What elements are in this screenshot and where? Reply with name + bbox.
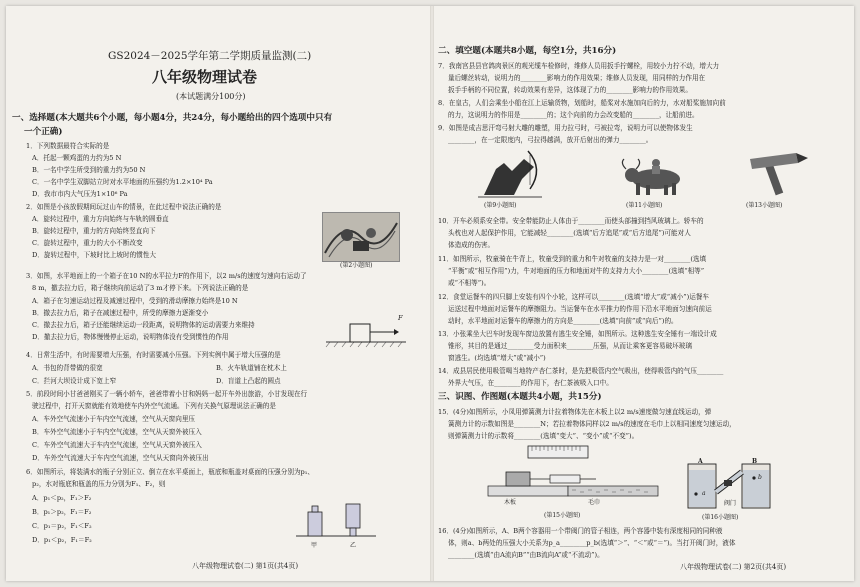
q16-line1: 16．(4分)如图所示，A、B两个容器用一个带阀门的管子相连，两个容器中装有深度相同的同种液 xyxy=(438,527,723,535)
q1-option-b: B．一名中学生所受到的重力约为50 N xyxy=(32,166,146,174)
q15-line3: 则弹簧测力计的示数将________(选填“变大”、“变小”或“不变”)。 xyxy=(448,432,639,440)
q2-stem: 2．如图是小孩放假期间玩过山车的情景，在此过程中说法正确的是 xyxy=(26,203,222,211)
q14-line2: 外界大气压，在________的作用下，杏仁茶被吸入口中。 xyxy=(448,379,613,387)
q8-line1: 8．在皇古，人们会乘坐小船在江上运输货物，划船时，船桨对水施加向后的力，水对船桨施加向前 xyxy=(438,99,726,107)
q16-label-A: A xyxy=(698,458,703,465)
q13-line3: 窗逃生。(均选填“增大”或“减小”) xyxy=(448,354,546,362)
q11-line2: “平衡”或“相互作用”)力，牛对地面的压力和地面对牛的支持力大小________(选填“相等” xyxy=(448,267,705,275)
q5-option-d: D．车外空气流速大于车内空气流速，空气从天窗向外被压出 xyxy=(32,454,209,462)
q2-option-a: A．旋转过程中，重力方向始终与车轨的圆垂直 xyxy=(32,215,169,223)
q3-box-figure xyxy=(326,306,406,348)
q5-option-b: B．车外空气流速小于车内空气流速，空气从天窗外被压入 xyxy=(32,428,202,436)
q13-line1: 13．小张乘坐大巴车时发现车窗边放置有逃生安全锤，如图所示。这种逃生安全锤有一端设计成 xyxy=(438,330,717,338)
left-footer: 八年级物理试卷(二) 第1页(共4页) xyxy=(192,562,299,570)
q6-option-a: A．p₁＜p₂，F₁＞F₂ xyxy=(32,494,92,502)
q2-option-b: B．旋转过程中，重力的方向始终竖直向下 xyxy=(32,227,156,235)
q1-option-d: D．我市市内大气压为1×10⁶ Pa xyxy=(32,190,128,198)
q1-stem: 1．下列数据最符合实际的是 xyxy=(26,142,110,150)
left-page xyxy=(6,6,430,581)
q3-option-a: A．箱子在匀速运动过程及减速过程中，受到的滑动摩擦力始终是10 N xyxy=(32,297,238,305)
q4-option-d: D．盲道上凸起的圆点 xyxy=(216,377,281,385)
q2-option-c: C．旋转过程中，重力的大小不断改变 xyxy=(32,239,143,247)
q3-stem: 3．如图，水平地面上的一个箱子在10 N的水平拉力F的作用下，以2 m/s的速度匀速向右运动了 xyxy=(26,272,307,280)
q5-option-c: C．车外空气流速大于车内空气流速，空气从天窗外被压入 xyxy=(32,441,202,449)
q9-archer-statue-figure xyxy=(474,149,546,199)
q14-line1: 14．成县居民使用吸管喝当地特产杏仁茶时，是先把吸管内空气吸出，使得吸管内的气压________ xyxy=(438,367,724,375)
q11-figure-caption: (第11小题图) xyxy=(626,202,663,209)
q5-stem-2: 驶过程中，打开天窗就能有效地使车内外空气流通。下列有关换气原理说法正确的是 xyxy=(32,402,276,410)
q4-option-c: C．拦河大坝设计成下宽上窄 xyxy=(32,377,117,385)
q16-label-B: B xyxy=(752,458,758,465)
q16-figure-caption: (第16小题图) xyxy=(702,514,739,521)
q6-option-c: C．p₁＝p₂，F₁＜F₂ xyxy=(32,522,92,530)
q13-line2: 锥形，其目的是通过________受力面积来________压强，从而让乘客更容易破坏玻璃 xyxy=(448,342,692,350)
q6-bottles-figure xyxy=(296,498,376,540)
q3-option-b: B．撤去拉力后，箱子在减速过程中，所受的摩擦力逐渐变小 xyxy=(32,309,209,317)
q11-line3: 或“不相等”)。 xyxy=(448,279,491,287)
q15-label-board: 木板 xyxy=(504,499,517,506)
q7-line2: 量后螺丝转动，说明力的________影响力的作用效果；维修人员发现，用同样的力作用在 xyxy=(448,74,706,82)
q8-line2: 的力，这说明力的作用是________的；这个向前的力会改变船的________，让船前进。 xyxy=(448,111,699,119)
section2-title: 二、填空题(本题共8小题，每空1分，共16分) xyxy=(438,46,617,56)
q6-stem: 6．如图所示，将装满水的瓶子分别正立、倒立在水平桌面上，瓶底和瓶盖对桌面的压强分别为p₁、 xyxy=(26,468,314,476)
q2-figure-caption: (第2小题图) xyxy=(340,262,373,269)
q16-label-a: a xyxy=(702,490,706,497)
q6-stem-2: p₂，水对瓶底和瓶盖的压力分别为F₁、F₂，则 xyxy=(32,480,166,488)
q5-option-a: A．车外空气流速小于车内空气流速，空气从天窗向里压 xyxy=(32,415,196,423)
q11-line1: 11．如图所示，牧童骑在牛背上，牧童受到的重力和牛对牧童的支持力是一对________(选填 xyxy=(438,255,707,263)
section1-title-2: 一个正确) xyxy=(24,127,63,137)
q10-line1: 10．开车必须系安全带。安全带能防止人体由于________而使头部撞到挡风玻璃上。轿车的 xyxy=(438,217,704,225)
q7-line3: 扳手手柄的不同位置，转动效果有差异，这体现了力的________影响力的作用效果。 xyxy=(448,86,692,94)
q1-option-a: A．托起一颗鸡蛋的力约为5 N xyxy=(32,154,122,162)
q9-line2: ________，在一定限度内，弓拉得越满，放开后射出的弹力________。 xyxy=(448,136,653,144)
q16-label-b: b xyxy=(758,474,762,481)
q2-option-d: D．旋转过程中，下坡时比上坡时的惯性大 xyxy=(32,251,156,259)
q11-buffalo-figure xyxy=(618,149,690,199)
q12-line1: 12．食堂运餐车的四只脚上安装有四个小轮，这样可以________(选填“增大”或“减小”)运餐车 xyxy=(438,293,709,301)
exam-sheet xyxy=(6,6,854,581)
q3-option-c: C．撤去拉力后，箱子还能继续运动一段距离，说明物体的运动需要力来维持 xyxy=(32,321,255,329)
q13-safety-hammer-figure xyxy=(740,149,812,199)
q10-line3: 体造成的伤害。 xyxy=(448,241,495,249)
q9-line1: 9．如图是成吉思汗弯弓射大雕的雕塑，用力拉弓时，弓被拉弯，说明力可以使物体发生 xyxy=(438,124,693,132)
q15-figure-caption: (第15小题图) xyxy=(544,512,581,519)
q16-line3: ________(选填“由A流向B”“由B流向A”或“不流动”)。 xyxy=(448,551,604,559)
q10-line2: 头枕也对人起保护作用，它能减轻________(选填“后方追尾”或“后方追尾”)可能对人 xyxy=(448,229,691,237)
section3-title: 三、识图、作图题(本题共4小题，共15分) xyxy=(438,392,602,402)
q3-stem-2: 8 m，撤去拉力后，箱子继续向前运动了3 m才停下来。下列说法正确的是 xyxy=(32,284,249,292)
q12-line2: 运送过程中地面对运餐车的摩擦阻力。当运餐车在水平推力的作用下沿水平地面匀速向前运 xyxy=(448,305,712,313)
q12-line3: 动时，水平地面对运餐车的摩擦力的方向是________(选填“向前”或“向后”)的。 xyxy=(448,317,678,325)
q4-option-a: A．书包的背带做的很宽 xyxy=(32,364,103,372)
q3-option-d: D．撤去拉力后，物体慢慢停止运动，说明物体没有受到惯性的作用 xyxy=(32,333,229,341)
q4-stem: 4．日常生活中，有时需要增大压强，有时需要减小压强。下列实例中属于增大压强的是 xyxy=(26,351,281,359)
right-page xyxy=(434,6,854,581)
q2-rollercoaster-figure xyxy=(322,212,400,262)
q4-option-b: B．火车轨道铺在枕木上 xyxy=(216,364,287,372)
q15-line2: 簧测力计的示数如图是________N；若拉着物体同样以2 m/s的速度在毛巾上以相同速度匀速运动， xyxy=(448,420,736,428)
rollercoaster-drawing xyxy=(323,213,399,261)
q5-stem: 5．前段时间小甘爸爸刚买了一辆小轿车，爸爸带着小甘和妈妈一起开车外出旅游，小甘发现在行 xyxy=(26,390,308,398)
q15-line1: 15．(4分)如图所示，小凤用弹簧测力计拉着物体先在木板上以2 m/s速度做匀速直线运动，弹 xyxy=(438,408,712,416)
q7-line1: 7．我南宫县县官鸽肉景区的观光缆车检修时，维修人员用扳手拧螺栓，用较小力拧不动，增大力 xyxy=(438,62,720,70)
exam-title: 八年级物理试卷 xyxy=(152,68,258,86)
q6-option-b: B．p₁＞p₂，F₁＝F₂ xyxy=(32,508,92,516)
q1-option-c: C．一名中学生双脚站立时对水平地面的压强约为1.2×10⁴ Pa xyxy=(32,178,213,186)
q6-option-d: D．p₁＜p₂，F₁＝F₂ xyxy=(32,536,92,544)
exam-header: GS2024－2025学年第二学期质量监测(二) xyxy=(108,50,312,62)
q6-label-jia: 甲 xyxy=(311,542,318,549)
q16-label-valve: 阀门 xyxy=(724,500,737,507)
section1-title: 一、选择题(本大题共6个小题，每小题4分，共24分，每小题给出的四个选项中只有 xyxy=(12,113,333,123)
right-footer: 八年级物理试卷(二) 第2页(共4页) xyxy=(680,563,787,571)
q16-line2: 体，则a、b两处的压强大小关系为p_a________p_b(选填“＞”、“＜”或“＝”)。当打开阀门时，液体 xyxy=(448,539,736,547)
q6-label-yi: 乙 xyxy=(350,542,357,549)
q9-figure-caption: (第9小题图) xyxy=(484,202,517,209)
q3-force-label: F xyxy=(398,314,403,322)
exam-subtitle: (本试题满分100分) xyxy=(176,92,246,101)
q13-figure-caption: (第13小题图) xyxy=(746,202,783,209)
q15-label-towel: 毛巾 xyxy=(588,499,601,506)
